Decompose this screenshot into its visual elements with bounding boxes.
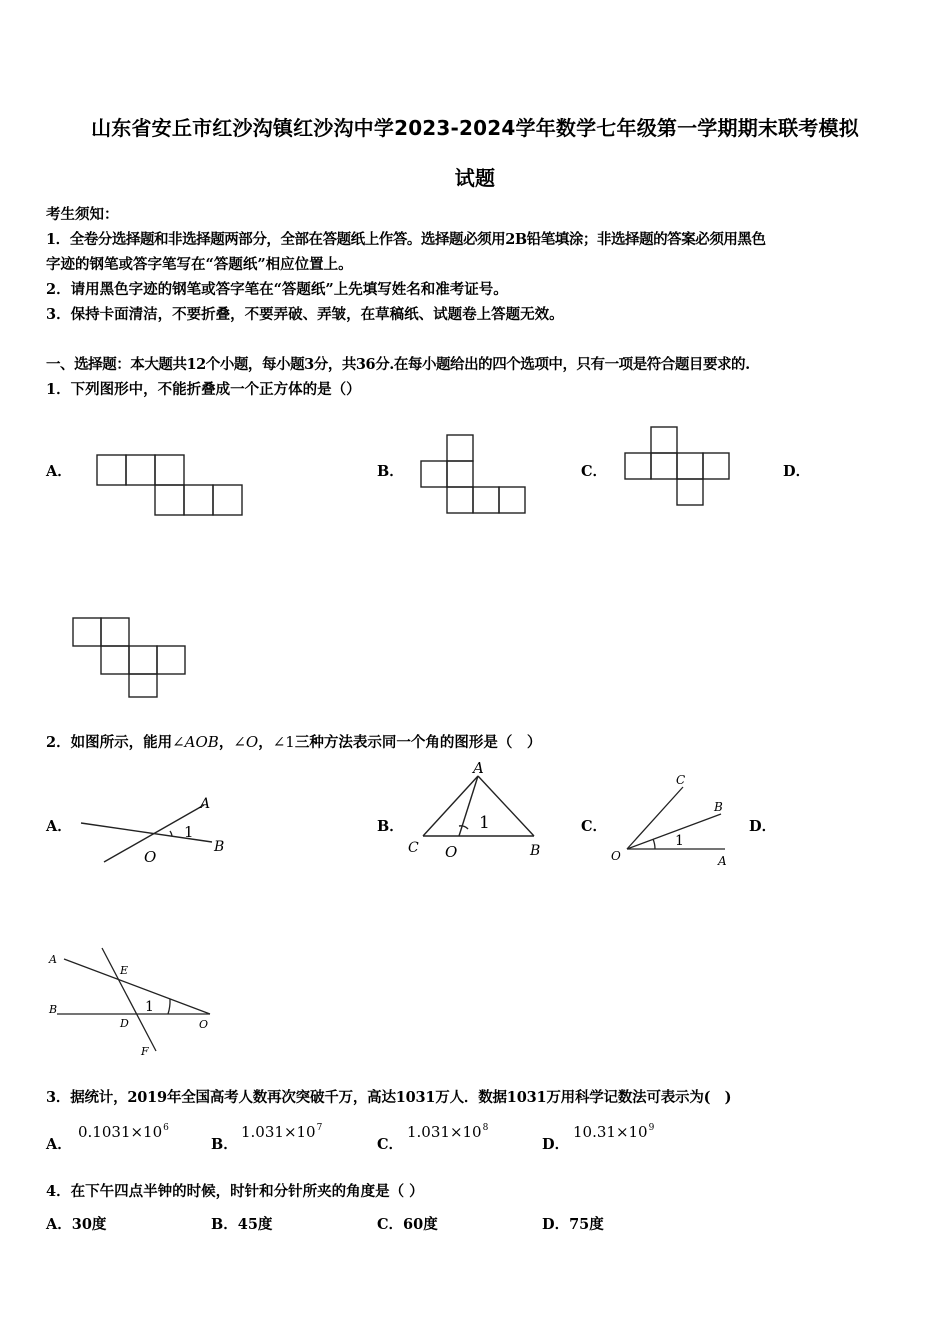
q1-net-b-figure [416, 430, 532, 520]
q3-option-c-exponent: 8 [482, 1123, 489, 1133]
q2b-point-b: B [530, 843, 541, 859]
q2c-point-c: C [676, 773, 686, 787]
q2-stem-suffix: 三种方法表示同一个角的图形是（ ） [294, 734, 542, 751]
q2-figure-b [402, 756, 552, 866]
q2b-point-a: A [473, 759, 484, 777]
q1-option-c-label: C． [581, 463, 608, 480]
q2a-point-b: B [214, 839, 225, 855]
q2c-point-a: A [718, 854, 727, 868]
notice-item-2: 2．请用黑色字迹的钢笔或答字笔在“答题纸”上先填写姓名和准考证号。 [46, 281, 508, 298]
q3-option-b-value [241, 1123, 322, 1141]
q2-figure-a [78, 792, 238, 872]
q2-separator: ， [218, 734, 234, 751]
q2-option-d-label: D． [749, 818, 777, 835]
q2-figure-d [44, 942, 224, 1060]
q4-option-b: B．45度 [211, 1216, 273, 1233]
q3-option-c-base: 1.031×10 [407, 1123, 482, 1141]
q1-stem: 1．下列图形中，不能折叠成一个正方体的是（） [46, 381, 361, 398]
q4-stem: 4．在下午四点半钟的时候，时针和分针所夹的角度是（ ） [46, 1183, 424, 1200]
q2d-point-e: E [120, 964, 129, 977]
q2d-point-a: A [49, 953, 57, 966]
q2-separator: ， [258, 734, 273, 751]
q3-option-a-label: A． [46, 1136, 72, 1153]
q3-option-d-base: 10.31×10 [573, 1123, 648, 1141]
q3-option-b-exponent: 7 [316, 1123, 323, 1133]
q3-option-b-label: B． [211, 1136, 238, 1153]
q2a-point-a: A [200, 796, 211, 812]
q4-option-c: C．60度 [377, 1216, 438, 1233]
q2d-point-o: O [199, 1018, 209, 1031]
q3-option-a-exponent: 6 [163, 1123, 169, 1133]
q2c-angle-number: 1 [675, 833, 684, 849]
q1-net-a-figure [92, 450, 248, 520]
page-title-continued: 试题 [454, 166, 496, 190]
q1-option-d-label: D． [783, 463, 811, 480]
notice-item-3: 3．保持卡面清洁，不要折叠，不要弄破、弄皱，在草稿纸、试题卷上答题无效。 [46, 306, 564, 323]
q2a-point-o: O [144, 848, 157, 866]
q3-option-a-value [78, 1123, 169, 1141]
q4-option-d: D．75度 [542, 1216, 604, 1233]
q2-stem-prefix: 2．如图所示，能用 [46, 734, 173, 751]
q2d-point-f: F [141, 1045, 149, 1058]
q2d-angle-number: 1 [145, 999, 154, 1015]
q2c-point-o: O [611, 849, 621, 863]
q2c-point-b: B [714, 800, 723, 814]
q2b-point-o: O [445, 843, 458, 861]
notice-heading: 考生须知： [46, 206, 119, 223]
q2d-point-b: B [49, 1003, 58, 1016]
q1-option-a-label: A． [46, 463, 72, 480]
q3-stem: 3．据统计，2019年全国高考人数再次突破千万，高达1031万人．数据1031万用科学记数法可表示为( ) [46, 1089, 732, 1106]
q3-option-d-exponent: 9 [648, 1123, 655, 1133]
q3-option-c-value [407, 1123, 488, 1141]
q3-option-d-label: D． [542, 1136, 570, 1153]
q2-option-c-label: C． [581, 818, 608, 835]
q2-angle-1: ∠1 [272, 733, 295, 751]
q2-figure-c [605, 770, 745, 870]
notice-item-1: 1．全卷分选择题和非选择题两部分，全部在答题纸上作答。选择题必须用2B铅笔填涂；非选择题的答案必须用黑色 [46, 231, 766, 248]
notice-item-1-continued: 字迹的钢笔或答字笔写在“答题纸”相应位置上。 [46, 256, 353, 273]
q2b-point-c: C [408, 840, 419, 856]
q1-net-d-figure [68, 613, 190, 703]
q2a-angle-number: 1 [184, 823, 194, 841]
q3-option-d-value [573, 1123, 654, 1141]
q2-angle-aob: ∠AOB [172, 733, 219, 751]
q1-option-b-label: B． [377, 463, 404, 480]
q3-option-a-base: 0.1031×10 [78, 1123, 163, 1141]
section-heading: 一、选择题：本大题共12个小题，每小题3分，共36分.在每小题给出的四个选项中，只有一项是符合题目要求的. [46, 356, 750, 373]
q4-option-a: A．30度 [46, 1216, 107, 1233]
page-title: 山东省安丘市红沙沟镇红沙沟中学2023-2024学年数学七年级第一学期期末联考模拟 [91, 116, 859, 140]
q2-angle-o: ∠O [233, 733, 259, 751]
q1-net-c-figure [620, 422, 736, 512]
q3-option-c-label: C． [377, 1136, 404, 1153]
q2d-point-d: D [120, 1017, 129, 1030]
q2-option-a-label: A． [46, 818, 72, 835]
q3-option-b-base: 1.031×10 [241, 1123, 316, 1141]
q2b-angle-number: 1 [479, 813, 490, 833]
q2-option-b-label: B． [377, 818, 404, 835]
q2-stem [46, 731, 541, 752]
